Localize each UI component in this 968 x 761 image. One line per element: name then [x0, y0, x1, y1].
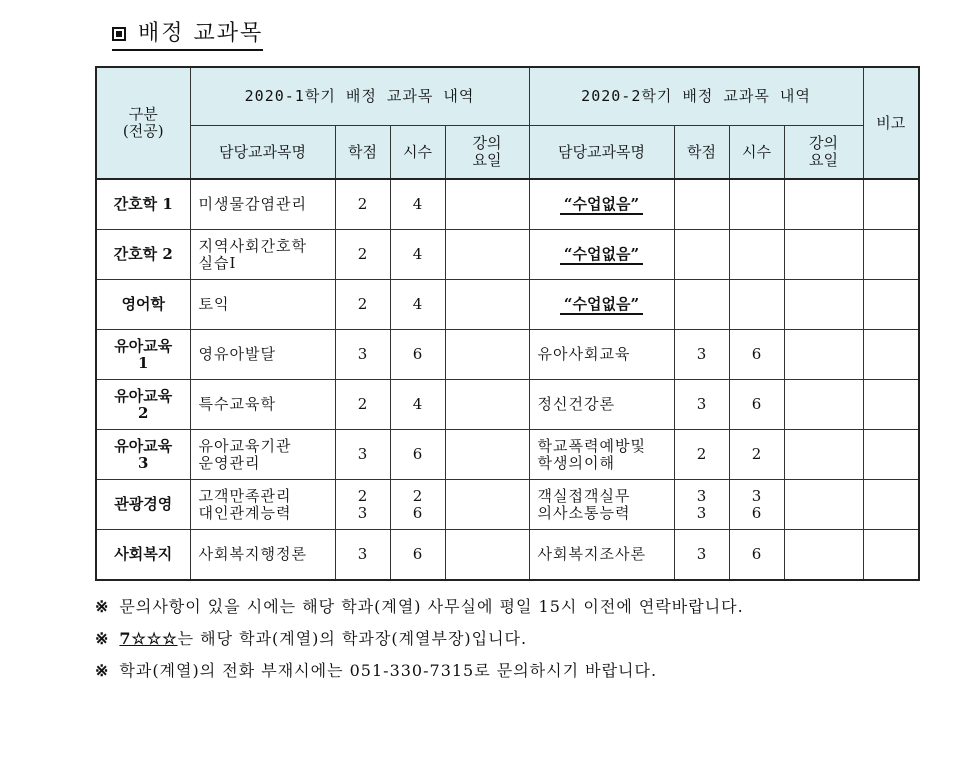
- header-semester-2: 2020-2학기 배정 교과목 내역: [529, 67, 863, 126]
- s2-day-cell: [784, 179, 863, 230]
- s2-day-cell: [784, 230, 863, 280]
- s1-hours-cell: 2 6: [390, 480, 445, 530]
- dept-cell: 간호학 2: [96, 230, 190, 280]
- s2-credit-cell: [674, 179, 729, 230]
- reference-mark: ※: [95, 661, 110, 680]
- header-credit: 학점: [335, 126, 390, 180]
- s2-credit-cell: 2: [674, 430, 729, 480]
- dept-cell: 간호학 1: [96, 179, 190, 230]
- s1-credit-cell: 2: [335, 380, 390, 430]
- no-class-label: “수업없음”: [560, 245, 643, 265]
- notes-section: [95, 596, 744, 692]
- s1-day-cell: [445, 530, 529, 581]
- s2-hours-cell: 3 6: [729, 480, 784, 530]
- s2-course-cell: 유아사회교육: [529, 330, 674, 380]
- dept-cell: 유아교육 1: [96, 330, 190, 380]
- s1-course-cell: 유아교육기관 운영관리: [190, 430, 335, 480]
- remark-cell: [863, 530, 919, 581]
- s2-course-cell: [529, 179, 674, 230]
- s1-credit-cell: 2: [335, 230, 390, 280]
- header-day: 강의 요일: [445, 126, 529, 180]
- s1-hours-cell: 6: [390, 330, 445, 380]
- s2-day-cell: [784, 380, 863, 430]
- s2-hours-cell: [729, 280, 784, 330]
- s2-credit-cell: [674, 230, 729, 280]
- remark-cell: [863, 330, 919, 380]
- table-row: [96, 530, 919, 581]
- s1-course-cell: 영유아발달: [190, 330, 335, 380]
- section-title: [112, 20, 263, 51]
- s1-day-cell: [445, 480, 529, 530]
- note-text: 는 해당 학과(계열)의 학과장(계열부장)입니다.: [177, 629, 528, 648]
- remark-cell: [863, 179, 919, 230]
- s1-day-cell: [445, 280, 529, 330]
- s2-credit-cell: [674, 280, 729, 330]
- header-day: 강의 요일: [784, 126, 863, 180]
- department-head-name: 7☆☆☆: [119, 629, 178, 648]
- s2-course-cell: [529, 280, 674, 330]
- note-phone-contact: [95, 660, 744, 692]
- s1-day-cell: [445, 230, 529, 280]
- s2-course-cell: 학교폭력예방및 학생의이해: [529, 430, 674, 480]
- reference-mark: ※: [95, 629, 110, 648]
- header-course-name: 담당교과목명: [190, 126, 335, 180]
- reference-mark: ※: [95, 597, 110, 616]
- s2-course-cell: 정신건강론: [529, 380, 674, 430]
- no-class-label: “수업없음”: [560, 195, 643, 215]
- no-class-label: “수업없음”: [560, 295, 643, 315]
- s1-credit-cell: 2 3: [335, 480, 390, 530]
- header-category: 구분 (전공): [96, 67, 190, 179]
- s2-hours-cell: 2: [729, 430, 784, 480]
- s2-hours-cell: 6: [729, 330, 784, 380]
- s1-course-cell: 고객만족관리 대인관계능력: [190, 480, 335, 530]
- note-inquiry-hours: [95, 596, 744, 628]
- s1-course-cell: 지역사회간호학 실습Ⅰ: [190, 230, 335, 280]
- s2-day-cell: [784, 480, 863, 530]
- s2-hours-cell: [729, 179, 784, 230]
- table-row: [96, 430, 919, 480]
- s2-course-cell: [529, 230, 674, 280]
- s1-hours-cell: 4: [390, 380, 445, 430]
- section-title-text: 배정 교과목: [138, 21, 264, 46]
- s1-hours-cell: 4: [390, 179, 445, 230]
- s1-day-cell: [445, 179, 529, 230]
- s1-course-cell: 토익: [190, 280, 335, 330]
- s1-credit-cell: 3: [335, 530, 390, 581]
- s1-hours-cell: 4: [390, 230, 445, 280]
- table-row: [96, 380, 919, 430]
- s1-day-cell: [445, 430, 529, 480]
- s1-credit-cell: 2: [335, 179, 390, 230]
- table-row: [96, 179, 919, 230]
- s2-course-cell: 사회복지조사론: [529, 530, 674, 581]
- s1-day-cell: [445, 330, 529, 380]
- dept-cell: 관광경영: [96, 480, 190, 530]
- s1-hours-cell: 4: [390, 280, 445, 330]
- table-row: [96, 330, 919, 380]
- s2-credit-cell: 3: [674, 380, 729, 430]
- table-row: [96, 280, 919, 330]
- note-department-head: [95, 628, 744, 660]
- s2-credit-cell: 3: [674, 530, 729, 581]
- header-hours: 시수: [729, 126, 784, 180]
- header-semester-1: 2020-1학기 배정 교과목 내역: [190, 67, 529, 126]
- s2-hours-cell: 6: [729, 380, 784, 430]
- course-assignment-table: [95, 66, 920, 581]
- s1-course-cell: 미생물감염관리: [190, 179, 335, 230]
- s2-day-cell: [784, 430, 863, 480]
- s2-hours-cell: [729, 230, 784, 280]
- s1-course-cell: 특수교육학: [190, 380, 335, 430]
- dept-cell: 영어학: [96, 280, 190, 330]
- remark-cell: [863, 480, 919, 530]
- table-row: [96, 480, 919, 530]
- remark-cell: [863, 430, 919, 480]
- remark-cell: [863, 380, 919, 430]
- header-hours: 시수: [390, 126, 445, 180]
- s2-day-cell: [784, 330, 863, 380]
- s1-day-cell: [445, 380, 529, 430]
- dept-cell: 사회복지: [96, 530, 190, 581]
- remark-cell: [863, 230, 919, 280]
- dept-cell: 유아교육 3: [96, 430, 190, 480]
- filled-square-icon: [112, 27, 126, 41]
- header-remark: 비고: [863, 67, 919, 179]
- s1-hours-cell: 6: [390, 530, 445, 581]
- s2-hours-cell: 6: [729, 530, 784, 581]
- remark-cell: [863, 280, 919, 330]
- dept-cell: 유아교육 2: [96, 380, 190, 430]
- s1-credit-cell: 3: [335, 430, 390, 480]
- header-course-name: 담당교과목명: [529, 126, 674, 180]
- s2-course-cell: 객실접객실무 의사소통능력: [529, 480, 674, 530]
- header-credit: 학점: [674, 126, 729, 180]
- note-text: 학과(계열)의 전화 부재시에는 051-330-7315로 문의하시기 바랍니다.: [119, 661, 658, 680]
- s1-credit-cell: 3: [335, 330, 390, 380]
- s2-day-cell: [784, 280, 863, 330]
- note-text: 문의사항이 있을 시에는 해당 학과(계열) 사무실에 평일 15시 이전에 연락바랍니다.: [119, 597, 744, 616]
- s1-course-cell: 사회복지행정론: [190, 530, 335, 581]
- s1-hours-cell: 6: [390, 430, 445, 480]
- s2-day-cell: [784, 530, 863, 581]
- s1-credit-cell: 2: [335, 280, 390, 330]
- table-row: [96, 230, 919, 280]
- s2-credit-cell: 3: [674, 330, 729, 380]
- s2-credit-cell: 3 3: [674, 480, 729, 530]
